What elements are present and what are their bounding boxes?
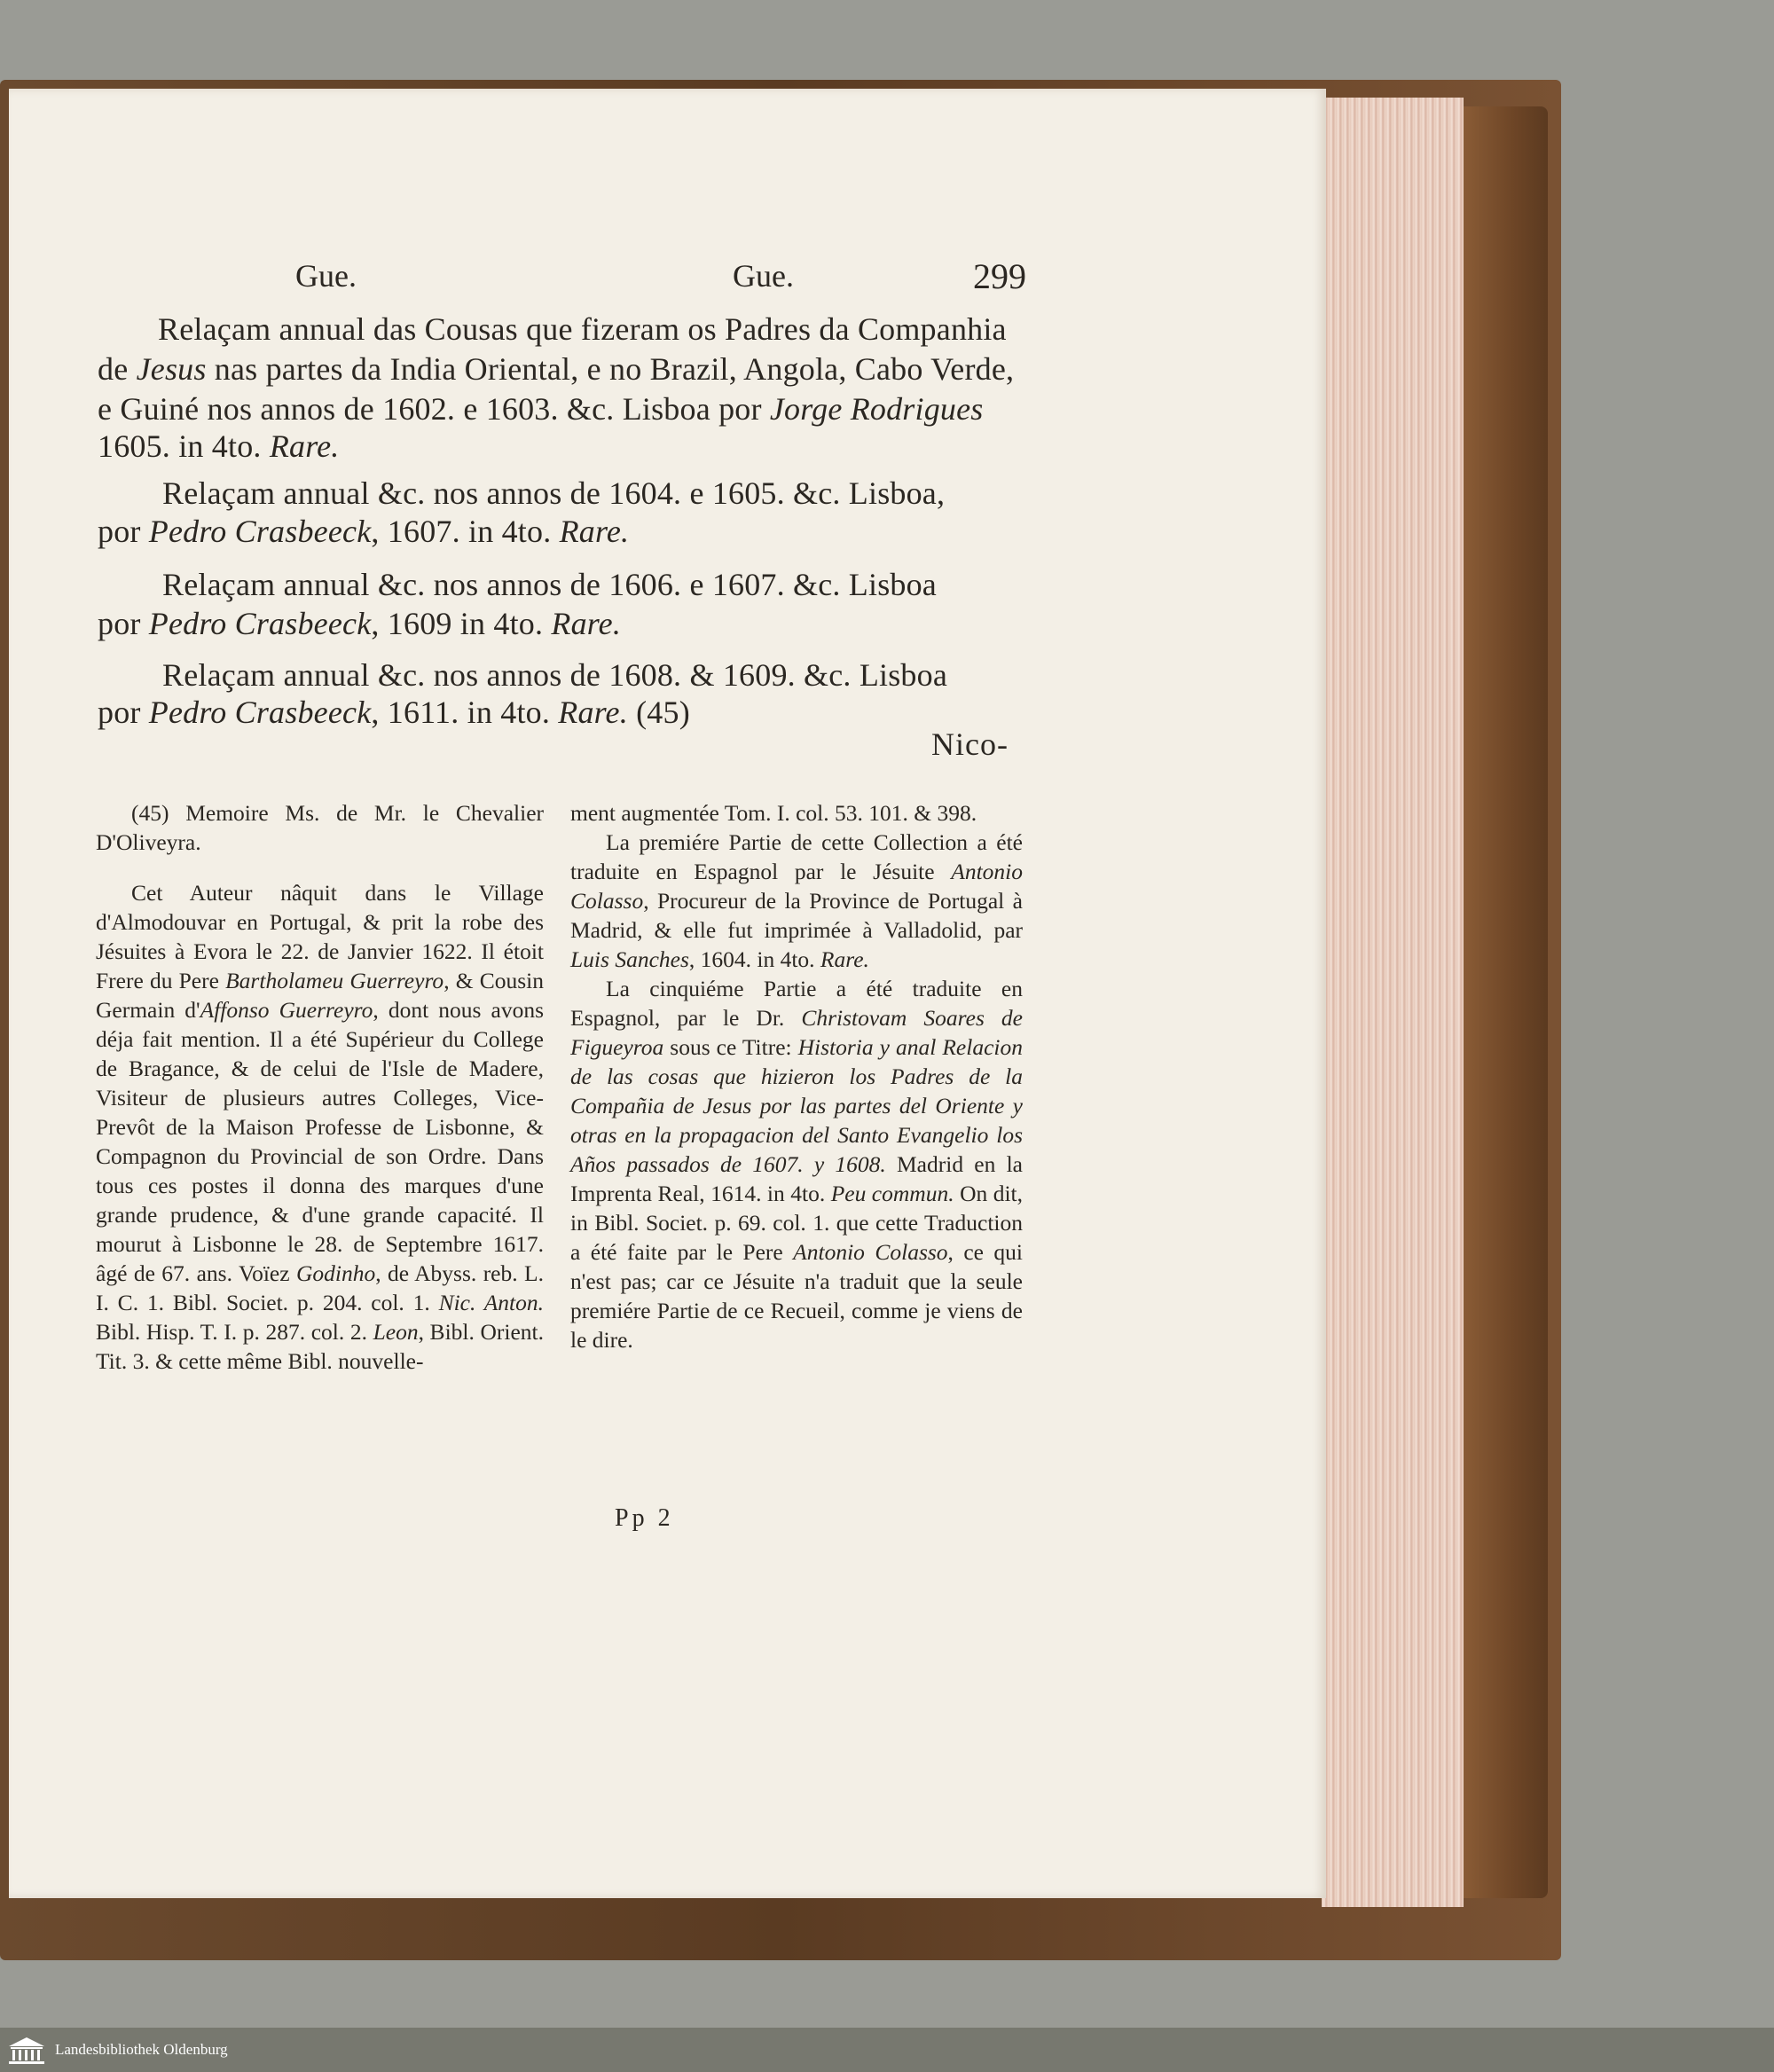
footnote-italic: Godinho — [295, 1260, 376, 1286]
footnote-continuation: ment augmentée Tom. I. col. 53. 101. & 398. — [570, 800, 977, 826]
footnote-text: , 1604. in 4to. — [688, 946, 820, 972]
footnote-text: Cet Auteur nâquit dans le Village d'Almodouvar en Portugal, & prit la robe des Jésuites à Evora le 22. de Janvier 1622. Il étoit Frere du Pere — [96, 880, 544, 993]
footnote-paragraph — [570, 828, 1023, 974]
entry-text: e Guiné nos annos de 1602. e 1603. &c. Lisboa por — [98, 391, 770, 427]
entry-text: , 1607. in 4to. — [371, 514, 560, 549]
entry-text: por — [98, 514, 149, 549]
entry-italic: Pedro Crasbeeck — [148, 606, 372, 641]
entry-1-line-3 — [98, 390, 984, 428]
footnote-italic: Nic. Anton. — [438, 1290, 544, 1315]
footnote-text: , ce qui n'est pas; car ce Jésuite n'a traduit que la seule premiére Partie de ce Recueil, comme je viens de le dire. — [570, 1239, 1023, 1353]
entry-text: Relaçam annual &c. nos annos de 1608. & 1609. &c. Lisboa — [162, 657, 948, 693]
entry-text: por — [98, 606, 149, 641]
footnote-text: La cinquiéme Partie a été traduite en Espagnol, par le Dr. — [570, 976, 1023, 1031]
entry-1-line-2 — [98, 350, 1014, 388]
footer-bar — [0, 2028, 1774, 2072]
entry-text: nas partes da India Oriental, e no Brazil, Angola, Cabo Verde, — [206, 351, 1015, 387]
entry-italic: Pedro Crasbeeck — [148, 514, 372, 549]
library-building-icon — [7, 2036, 46, 2064]
entry-italic: Jorge Rodrigues — [769, 391, 984, 427]
footnote-italic: Rare. — [820, 946, 869, 972]
footnote-text: , dont nous avons déja fait mention. Il a été Supérieur du College de Bragance, & de celui de l'Isle de Madere, Visiteur de plusieurs autres Colleges, Vice-Prevôt de la Maison Professe de Lisbonne, & Compagnon du Provincial de son Ordre. Dans tous ces postes il donna des marques d'une grande prudence, & d'une grande capacité. Il mourut à Lisbonne le 28. de Septembre 1617. âgé de 67. ans. Voïez — [96, 997, 544, 1286]
footnote-text: sous ce Titre: — [663, 1034, 798, 1060]
entry-text: , 1609 in 4to. — [371, 606, 552, 641]
footnote-ref: (45) — [627, 695, 690, 730]
entry-italic: Rare. — [558, 695, 628, 730]
footnote-italic: Peu commun. — [830, 1181, 954, 1206]
footnote-italic: Affonso Guerreyro — [200, 997, 373, 1023]
footnote-italic: Bartholameu Guerreyro — [225, 968, 444, 993]
entry-italic: Pedro Crasbeeck — [148, 695, 372, 730]
entry-italic: Jesus — [136, 351, 207, 387]
book-cover-edge — [1464, 106, 1548, 1898]
entry-1-line-1 — [158, 310, 1007, 348]
entry-2-line-2 — [98, 513, 629, 550]
entry-text: de — [98, 351, 137, 387]
footnote-italic: Leon — [373, 1319, 419, 1345]
entry-text: por — [98, 695, 149, 730]
running-head-center: Gue. — [733, 258, 794, 294]
entry-1-line-4 — [98, 428, 339, 465]
footnote-45: (45) Memoire Ms. de Mr. le Chevalier D'Oliveyra. — [96, 800, 544, 855]
page-number: 299 — [973, 256, 1026, 296]
footnote-text: , Bibl. Orient. Tit. 3. & cette même Bibl. nouvelle- — [96, 1319, 544, 1374]
footnote-italic: Luis Sanches — [570, 946, 689, 972]
footnote-paragraph — [96, 878, 544, 1376]
page-edge — [1322, 98, 1464, 1907]
entry-4-line-1 — [162, 656, 947, 694]
footnote-text: Bibl. Hisp. T. I. p. 287. col. 2. — [96, 1319, 373, 1345]
footnote-column-left — [96, 798, 544, 1376]
footnote-text: Madrid en la Imprenta Real, 1614. in 4to. — [570, 1151, 1023, 1206]
footnote-text: , Procureur de la Province de Portugal à Madrid, & elle fut imprimée à Valladolid, par — [570, 888, 1023, 943]
footnote-text: La premiére Partie de cette Collection a été traduite en Espagnol par le Jésuite — [570, 829, 1023, 884]
footnote-paragraph — [570, 974, 1023, 1354]
entry-italic: Rare. — [559, 514, 630, 549]
entry-text: Relaçam annual &c. nos annos de 1606. e 1607. &c. Lisboa — [162, 567, 937, 602]
footnote-text: On dit, in Bibl. Societ. p. 69. col. 1. que cette Traduction a été faite par le Pere — [570, 1181, 1023, 1265]
footnote-text: , & Cousin Germain d' — [96, 968, 544, 1023]
footnote-italic: Christovam Soares de Figueyroa — [570, 1005, 1023, 1060]
library-name: Landesbibliothek Oldenburg — [55, 2041, 228, 2058]
footnote-italic: Historia y anal Relacion de las cosas que hizieron los Padres de la Compañia de Jesus por las partes del Oriente y otras en la propagacion del Santo Evangelio los Años passados de 1607. y 1608. — [570, 1034, 1023, 1177]
entry-italic: Rare. — [269, 428, 340, 464]
entry-text: Relaçam annual &c. nos annos de 1604. e 1605. &c. Lisboa, — [162, 475, 946, 511]
entry-3-line-1 — [162, 566, 937, 603]
footnote-italic: Antonio Colasso — [793, 1239, 948, 1265]
catchword: Nico- — [931, 726, 1009, 762]
entry-text: 1605. in 4to. — [98, 428, 270, 464]
footnote-italic: Antonio Colasso — [570, 859, 1023, 914]
entry-3-line-2 — [98, 605, 621, 642]
footnote-column-right — [570, 798, 1023, 1354]
entry-italic: Rare. — [551, 606, 622, 641]
entry-text: , 1611. in 4to. — [371, 695, 559, 730]
entry-2-line-1 — [162, 475, 945, 512]
signature-mark: Pp 2 — [615, 1504, 674, 1532]
running-head-left: Gue. — [295, 258, 357, 294]
entry-text: Relaçam annual das Cousas que fizeram os Padres da Companhia — [158, 311, 1007, 347]
entry-4-line-2 — [98, 694, 690, 731]
footnote-text: , de Abyss. reb. L. I. C. 1. Bibl. Societ. p. 204. col. 1. — [96, 1260, 545, 1315]
